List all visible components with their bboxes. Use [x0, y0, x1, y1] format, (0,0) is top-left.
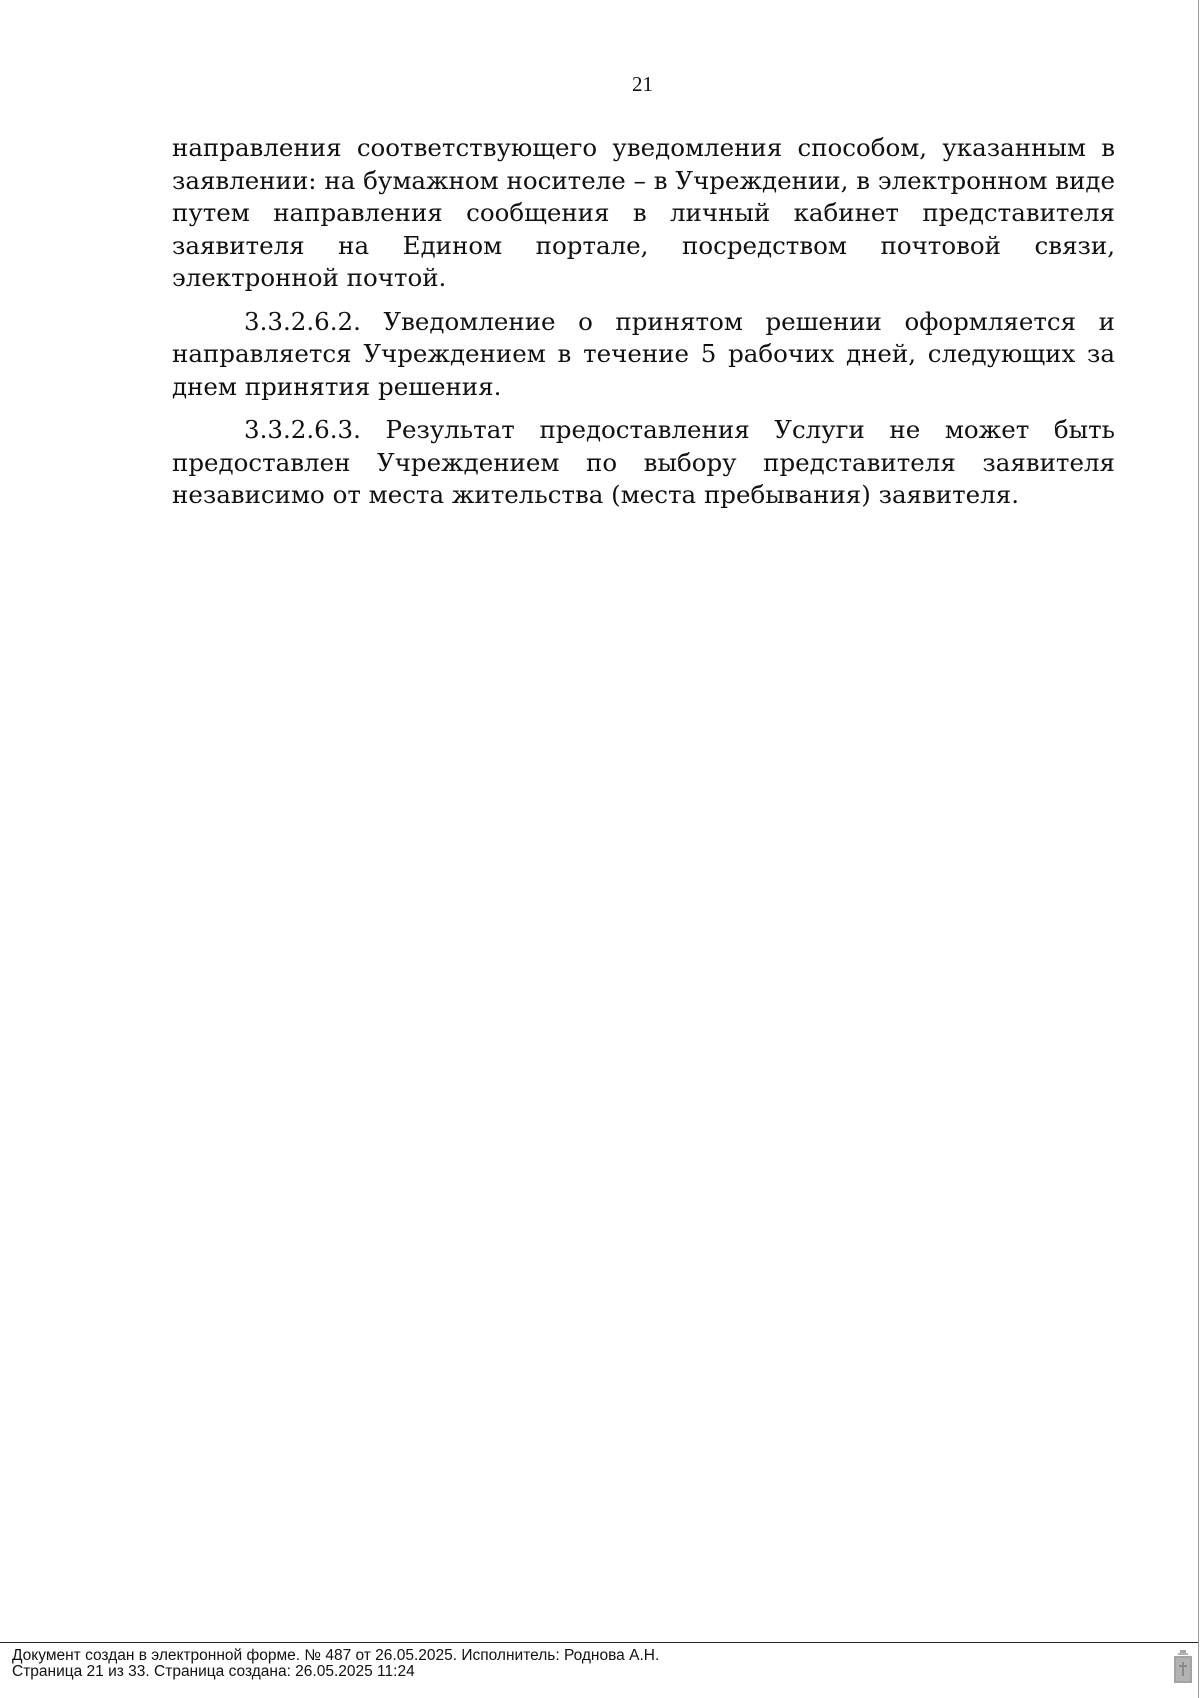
footer-page-info: Страница 21 из 33. Страница создана: 26.05.2025 11:24 [12, 1663, 415, 1680]
footer-divider [0, 1642, 1198, 1643]
document-body [172, 132, 1115, 523]
paragraph-3-3-2-6-2: 3.3.2.6.2. Уведомление о принятом решении оформляется и направляется Учреждением в течение 5 рабочих дней, следующих за днем принятия решения. [172, 306, 1115, 401]
coat-of-arms-icon [1173, 1650, 1193, 1684]
page-edge [1198, 0, 1199, 1698]
footer-document-info: Документ создан в электронной форме. № 487 от 26.05.2025. Исполнитель: Роднова А.Н. [12, 1647, 660, 1664]
paragraph-continuation: направления соответствующего уведомления способом, указанным в заявлении: на бумажном носителе – в Учреждении, в электронном виде путем направления сообщения в личный кабинет представителя заявителя на Едином портале, посредством почтовой связи, электронной почтой. [172, 133, 1115, 292]
page-number: 21 [632, 72, 653, 96]
paragraph-3-3-2-6-3: 3.3.2.6.3. Результат предоставления Услуги не может быть предоставлен Учреждением по выбору представителя заявителя независимо от места жительства (места пребывания) заявителя. [172, 415, 1115, 509]
document-footer [12, 1648, 659, 1680]
